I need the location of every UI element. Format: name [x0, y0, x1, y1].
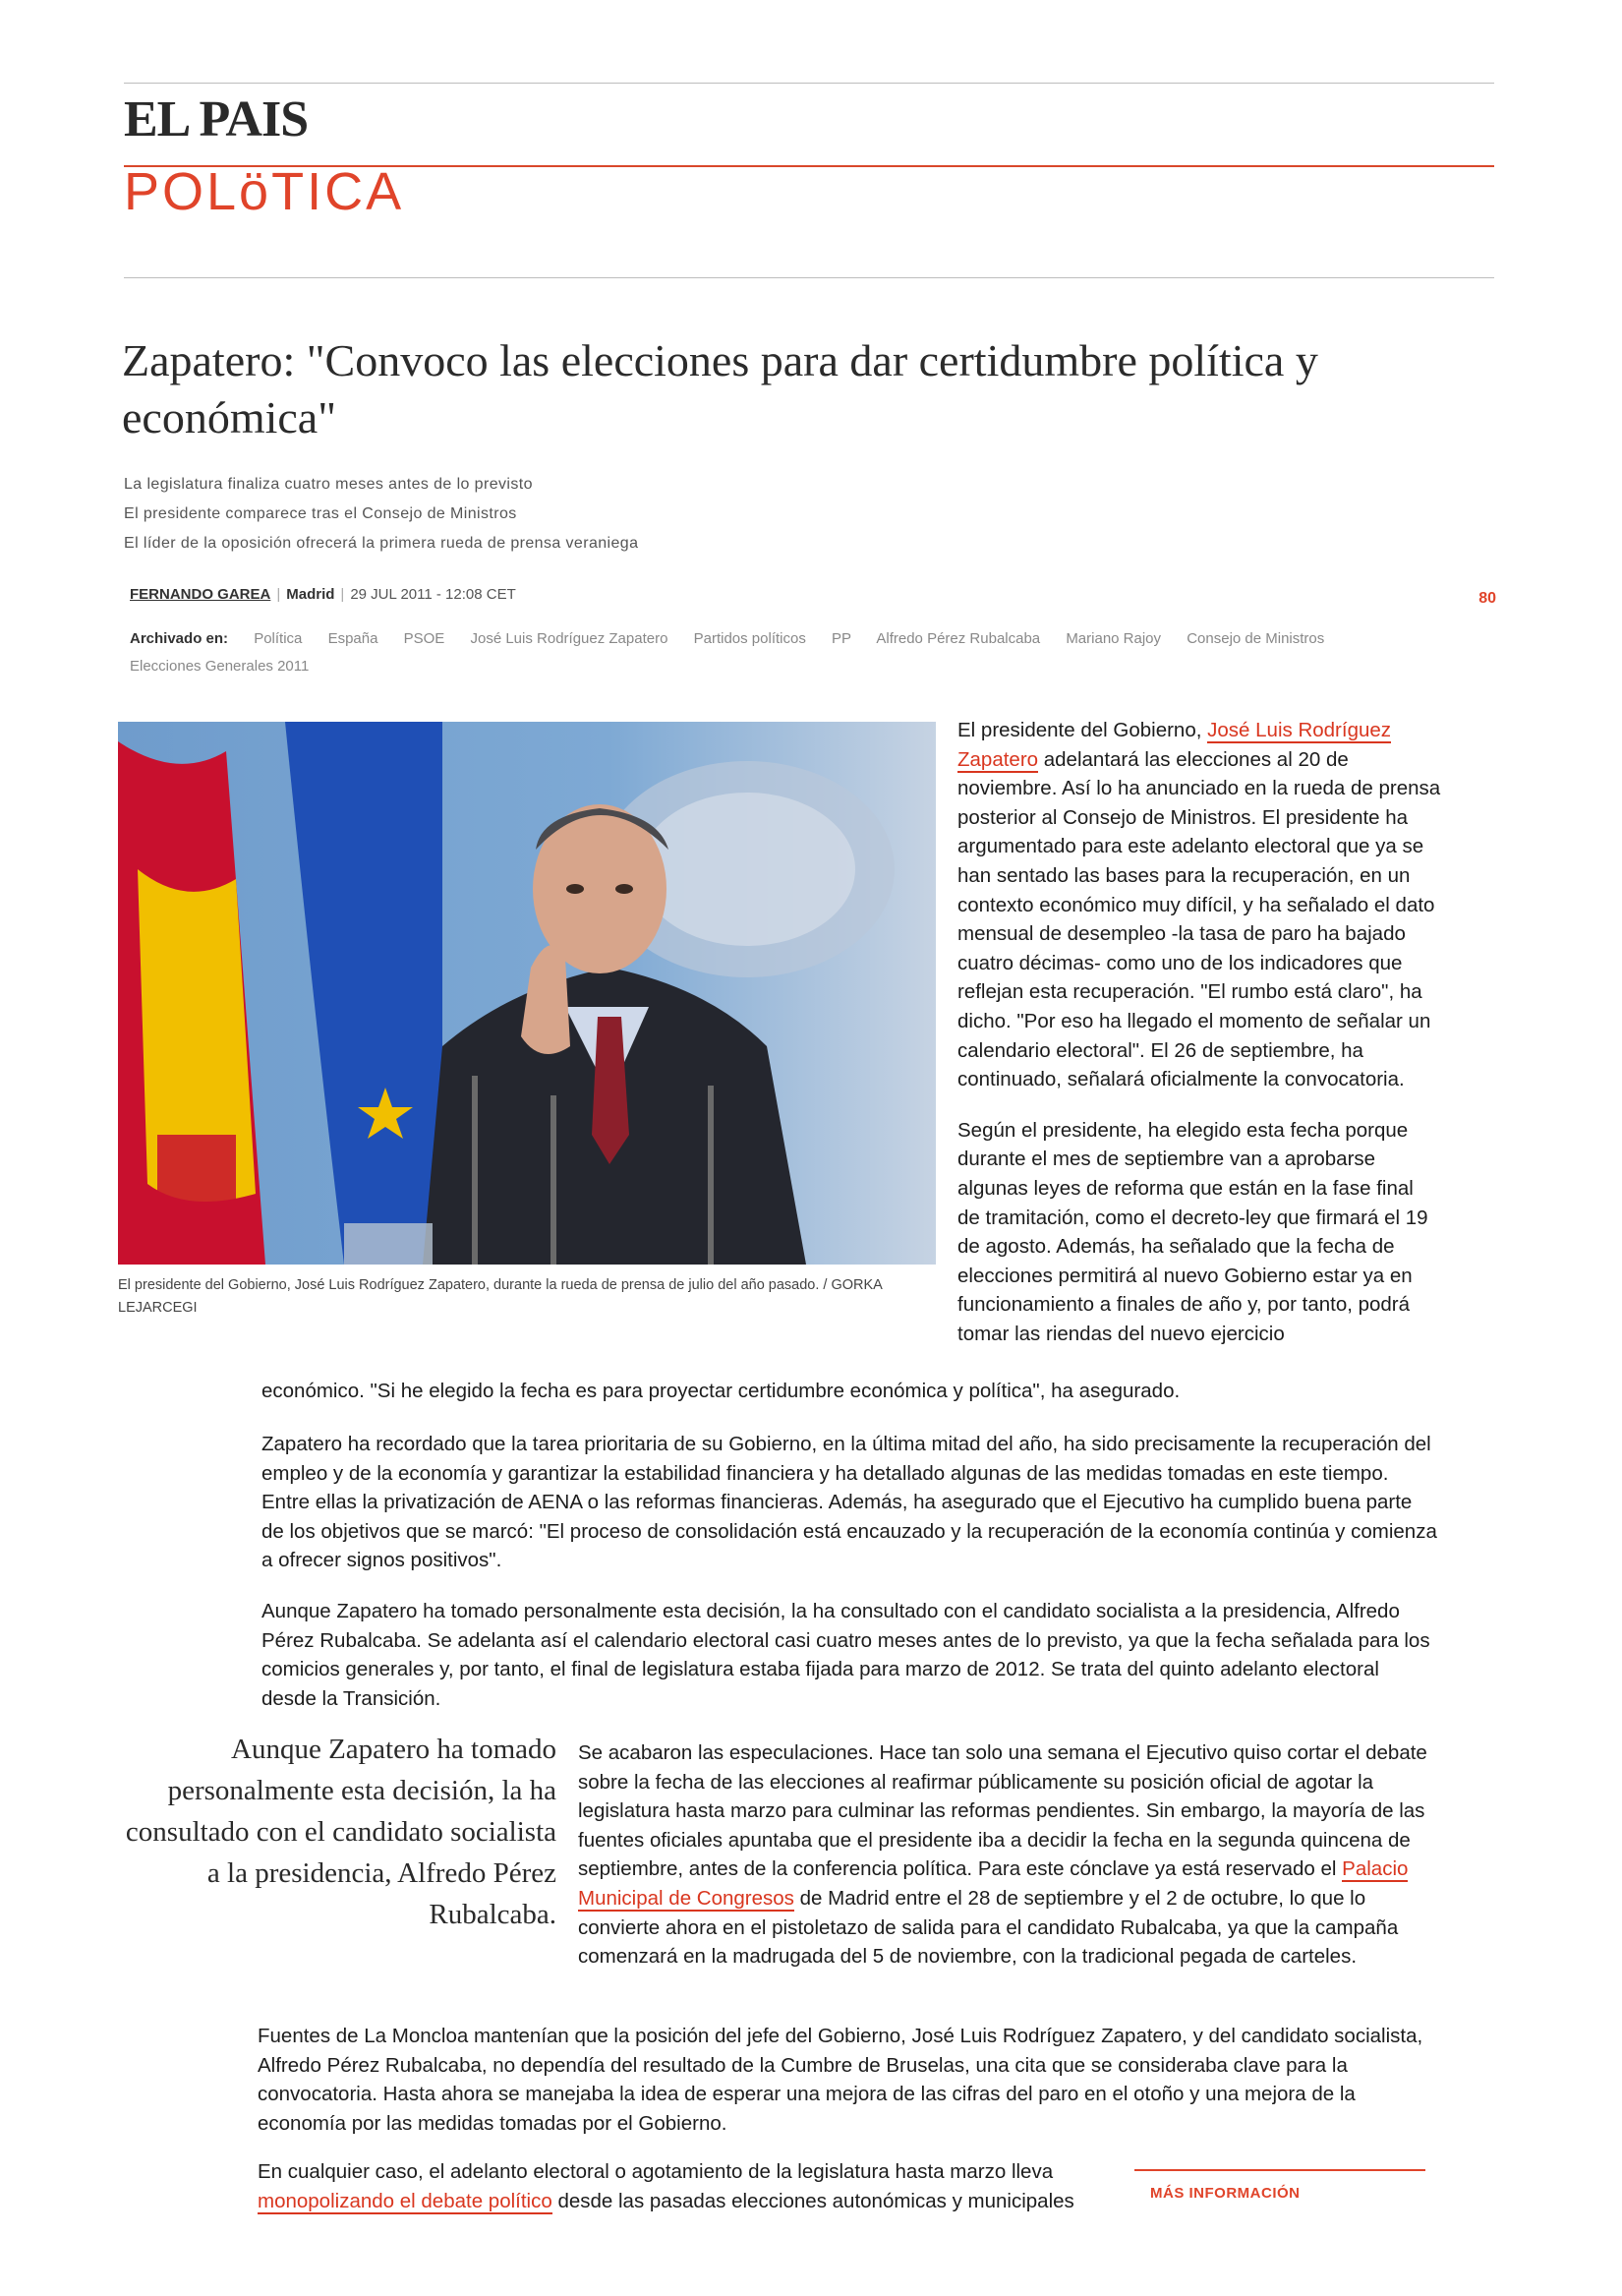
paragraph-text: adelantará las elecciones al 20 de noviembre. Así lo ha anunciado en la rueda de prensa posterior al Consejo de Ministros. El presidente ha argumentado para este adelanto electoral que ya se han sentado las bases para la recuperación, en un contexto económico muy difícil, y ha señalado el dato mensual de desempleo -la tasa de paro ha bajado cuatro décimas- como uno de los indicadores que reflejan esta recuperación. "El rumbo está claro", ha dicho. "Por eso ha llegado el momento de señalar un calendario electoral". El 26 de septiembre, ha continuado, señalará oficialmente la convocatoria. [957, 747, 1441, 1091]
byline-separator: | [276, 586, 281, 603]
photo-caption: El presidente del Gobierno, José Luis Rodríguez Zapatero, durante la rueda de prensa de julio del año pasado. / GORKA LEJARCEGI [118, 1277, 883, 1316]
paragraph-3: Zapatero ha recordado que la tarea prioritaria de su Gobierno, en la última mitad del año, ha sido precisamente la recuperación del empleo y de la economía y garantizar la estabilidad financiera y ha detallado algunas de las medidas tomadas en este tiempo. Entre ellas la privatización de AENA o las reformas financieras. Además, ha asegurado que el Ejecutivo ha cumplido buena parte de los objetivos que se marcó: "El proceso de consolidación está encauzado y la recuperación de la economía continúa y comienza a ofrecer signos positivos". [261, 1433, 1437, 1572]
byline-date: 29 JUL 2011 - 12:08 CET [350, 586, 516, 603]
paragraph-text: desde las pasadas elecciones autonómicas y municipales [551, 2189, 1074, 2212]
paragraph-6: Fuentes de La Moncloa mantenían que la posición del jefe del Gobierno, José Luis Rodríguez Zapatero, y del candidato socialista, Alfredo Pérez Rubalcaba, no dependía del resultado de la Cumbre de Bruselas, una cita que se consideraba clave para la convocatoria. Hasta ahora se manejaba la idea de esperar una mejora de las cifras del paro en el otoño y una mejora de la economía por las medidas tomadas por el Gobierno. [258, 2025, 1423, 2135]
byline-separator: | [340, 586, 345, 603]
tag-link[interactable]: Política [254, 630, 303, 647]
paragraph-2-continued: económico. "Si he elegido la fecha es para proyectar certidumbre económica y política", ha asegurado. [261, 1380, 1181, 1402]
paragraph-text: de Madrid entre el 28 de septiembre y el 2 de octubre, lo que lo convierte ahora en el pistoletazo de salida para el candidato Rubalcaba, ya que la campaña comenzará en la madrugada del 5 de noviembre, con la tradicional pegada de carteles. [578, 1886, 1399, 1969]
tag-link[interactable]: PP [832, 630, 852, 647]
page-number: 80 [1478, 590, 1496, 607]
tag-link[interactable]: PSOE [403, 630, 445, 647]
subhead-item: El presidente comparece tras el Consejo de Ministros [124, 505, 517, 522]
tag-link[interactable]: Alfredo Pérez Rubalcaba [876, 630, 1041, 647]
archived-tags [130, 625, 1359, 680]
tag-link[interactable]: José Luis Rodríguez Zapatero [470, 630, 668, 647]
byline [130, 586, 516, 603]
article-body-right-column [957, 716, 1441, 1348]
paragraph-text: En cualquier caso, el adelanto electoral o agotamiento de la legislatura hasta marzo lleva [258, 2160, 1054, 2183]
subhead-item: La legislatura finaliza cuatro meses antes de lo previsto [124, 476, 533, 493]
tag-link[interactable]: Consejo de Ministros [1187, 630, 1325, 647]
paragraph-5 [578, 1738, 1443, 1972]
press-conference-image [118, 722, 936, 1265]
article-subheads [124, 470, 638, 559]
section-title[interactable]: POLöTICA [124, 162, 405, 221]
archived-label: Archivado en: [130, 630, 229, 647]
paragraph-4: Aunque Zapatero ha tomado personalmente esta decisión, la ha consultado con el candidato socialista a la presidencia, Alfredo Pérez Rubalcaba. Se adelanta así el calendario electoral casi cuatro meses antes de lo previsto, ya que la fecha señalada para los comicios generales y, por tanto, el final de legislatura estaba fijada para marzo de 2012. Se trata del quinto adelanto electoral desde la Transición. [261, 1600, 1430, 1710]
subhead-item: El líder de la oposición ofrecerá la primera rueda de prensa veraniega [124, 535, 639, 552]
paragraph-text: Se acabaron las especulaciones. Hace tan solo una semana el Ejecutivo quiso cortar el debate sobre la fecha de las elecciones al reafirmar públicamente su posición oficial de agotar la legislatura hasta marzo para culminar las reformas pendientes. Sin embargo, la mayoría de las fuentes oficiales apuntaba que el presidente iba a decidir la fecha en la segunda quincena de septiembre, antes de la conferencia política. Para este cónclave ya está reservado el [578, 1741, 1427, 1881]
tag-link[interactable]: Partidos políticos [693, 630, 806, 647]
tag-link[interactable]: Mariano Rajoy [1066, 630, 1162, 647]
tag-link[interactable]: España [327, 630, 378, 647]
author-link[interactable]: FERNANDO GAREA [130, 586, 271, 603]
article-photo[interactable] [118, 722, 936, 1265]
paragraph-text: El presidente del Gobierno, [957, 719, 1208, 741]
paragraph-7 [258, 2157, 1123, 2215]
top-rule [124, 83, 1494, 84]
zapatero-link[interactable]: José Luis Rodríguez Zapatero [957, 719, 1392, 771]
palacio-congresos-link[interactable]: Palacio Municipal de Congresos [578, 1857, 1409, 1910]
article-headline: Zapatero: "Convoco las elecciones para dar certidumbre política y económica" [122, 335, 1318, 442]
paragraph-1 [957, 716, 1441, 1094]
more-info-heading: MÁS INFORMACIÓN [1150, 2185, 1301, 2202]
pull-quote: Aunque Zapatero ha tomado personalmente esta decisión, la ha consultado con el candidato socialista a la presidencia, Alfredo Pérez Rubalcaba. [125, 1734, 556, 1930]
masthead-logo[interactable]: EL PAIS [124, 91, 309, 147]
tag-link[interactable]: Elecciones Generales 2011 [130, 658, 310, 675]
more-info-rule [1134, 2169, 1425, 2171]
byline-city: Madrid [286, 586, 335, 603]
paragraph-2: Según el presidente, ha elegido esta fecha porque durante el mes de septiembre van a aprobarse algunas leyes de reforma que están en la fase final de tramitación, como el decreto-ley que firmará el 19 de agosto. Además, ha señalado que la fecha de elecciones permitirá al nuevo Gobierno estar ya en funcionamiento a finales de año y, por tanto, podrá tomar las riendas del nuevo ejercicio [957, 1118, 1428, 1345]
debate-politico-link[interactable]: monopolizando el debate político [258, 2189, 552, 2212]
section-rule [124, 277, 1494, 278]
